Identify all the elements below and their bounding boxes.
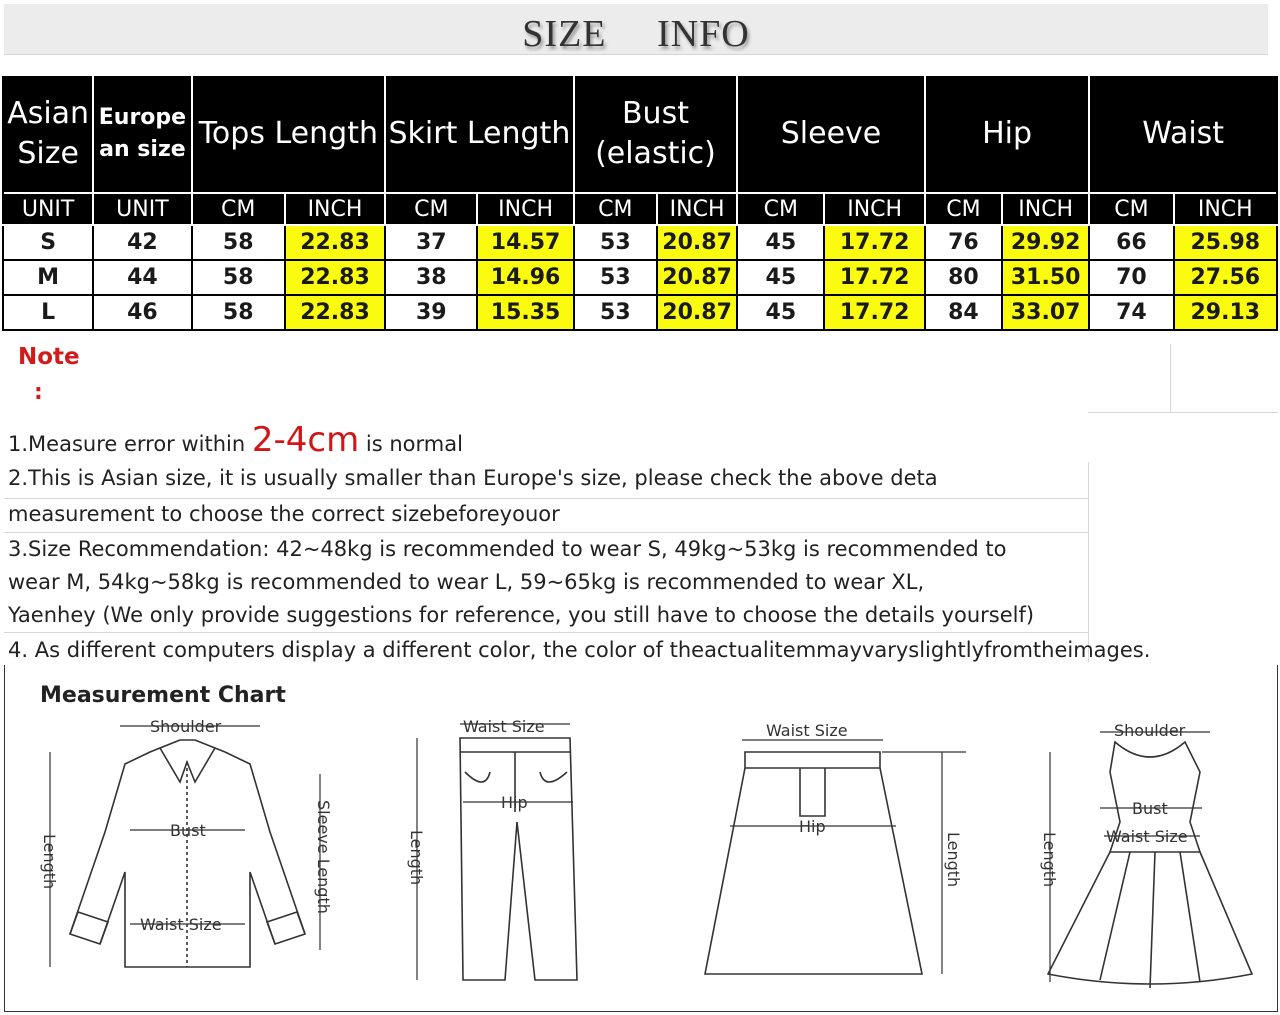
note-line-1: 1.Measure error within 2-4cm is normal bbox=[8, 420, 463, 460]
shirt-bust-label: Bust bbox=[170, 821, 206, 840]
unit-cell: CM bbox=[574, 193, 657, 225]
title-bar bbox=[4, 4, 1268, 55]
table-cell-inch: 20.87 bbox=[657, 260, 737, 295]
note-line-4: 4. As different computers display a different color, the color of theactualitemmayvaryslightlyfromtheimages. bbox=[8, 638, 1151, 662]
unit-cell: CM bbox=[925, 193, 1002, 225]
unit-cell: INCH bbox=[477, 193, 573, 225]
dress-length-label: Length bbox=[1040, 832, 1059, 888]
shirt-sleeve-label: Sleeve Length bbox=[314, 800, 333, 914]
note-line-2b: measurement to choose the correct sizebeforeyouor bbox=[8, 502, 560, 526]
table-cell-inch: 15.35 bbox=[477, 295, 573, 330]
table-cell: 53 bbox=[574, 225, 657, 260]
grid-line bbox=[4, 632, 1088, 633]
table-cell: 45 bbox=[737, 260, 824, 295]
unit-cell: INCH bbox=[824, 193, 924, 225]
header-tops-length: Tops Length bbox=[192, 76, 386, 193]
skirt-diagram bbox=[700, 712, 980, 982]
table-cell: 42 bbox=[93, 225, 191, 260]
table-cell: 58 bbox=[192, 260, 285, 295]
pants-length-label: Length bbox=[407, 830, 426, 886]
table-cell: 76 bbox=[925, 225, 1002, 260]
unit-cell: CM bbox=[192, 193, 285, 225]
grid-line bbox=[4, 498, 1088, 499]
unit-cell: CM bbox=[1089, 193, 1173, 225]
unit-cell: UNIT bbox=[3, 193, 93, 225]
table-cell-inch: 33.07 bbox=[1002, 295, 1089, 330]
pants-hip-label: Hip bbox=[501, 793, 528, 812]
grid-line bbox=[1088, 412, 1278, 413]
table-cell: 44 bbox=[93, 260, 191, 295]
pants-waist-label: Waist Size bbox=[463, 717, 545, 736]
table-cell: 46 bbox=[93, 295, 191, 330]
table-cell-inch: 29.13 bbox=[1174, 295, 1277, 330]
dress-diagram bbox=[1030, 712, 1260, 992]
skirt-hip-label: Hip bbox=[799, 817, 826, 836]
pants-diagram bbox=[395, 712, 595, 987]
note-line-3a: 3.Size Recommendation: 42~48kg is recommended to wear S, 49kg~53kg is recommended to bbox=[8, 537, 1007, 561]
shirt-length-label: Length bbox=[40, 834, 59, 890]
skirt-waist-label: Waist Size bbox=[766, 721, 848, 740]
table-cell: S bbox=[3, 225, 93, 260]
units-row bbox=[3, 193, 1277, 225]
unit-cell: INCH bbox=[657, 193, 737, 225]
table-cell-inch: 22.83 bbox=[285, 295, 385, 330]
header-bust: Bust (elastic) bbox=[574, 76, 738, 193]
grid-line bbox=[4, 532, 1088, 533]
unit-cell: INCH bbox=[1174, 193, 1277, 225]
table-cell: 45 bbox=[737, 225, 824, 260]
table-cell-inch: 14.96 bbox=[477, 260, 573, 295]
table-cell: 84 bbox=[925, 295, 1002, 330]
table-cell: 70 bbox=[1089, 260, 1173, 295]
table-cell-inch: 17.72 bbox=[824, 295, 924, 330]
note-line-2a: 2.This is Asian size, it is usually smaller than Europe's size, please check the above deta bbox=[8, 466, 938, 490]
table-cell-inch: 20.87 bbox=[657, 225, 737, 260]
unit-cell: CM bbox=[737, 193, 824, 225]
table-cell: 58 bbox=[192, 225, 285, 260]
table-cell: 53 bbox=[574, 295, 657, 330]
table-cell-inch: 22.83 bbox=[285, 225, 385, 260]
header-europe-size: Europe an size bbox=[93, 76, 191, 193]
note-line-3c: Yaenhey (We only provide suggestions for reference, you still have to choose the details yourself) bbox=[8, 603, 1035, 627]
size-table bbox=[2, 76, 1278, 331]
header-waist: Waist bbox=[1089, 76, 1277, 193]
table-cell-inch: 25.98 bbox=[1174, 225, 1277, 260]
grid-line bbox=[1088, 462, 1089, 662]
table-cell-inch: 17.72 bbox=[824, 260, 924, 295]
table-cell-inch: 22.83 bbox=[285, 260, 385, 295]
table-cell: 39 bbox=[385, 295, 477, 330]
table-cell: 38 bbox=[385, 260, 477, 295]
table-cell-inch: 14.57 bbox=[477, 225, 573, 260]
table-cell: L bbox=[3, 295, 93, 330]
table-row bbox=[3, 295, 1277, 330]
unit-cell: INCH bbox=[1002, 193, 1089, 225]
note-line-3b: wear M, 54kg~58kg is recommended to wear L, 59~65kg is recommended to wear XL, bbox=[8, 570, 925, 594]
grid-line bbox=[1170, 344, 1171, 412]
table-cell: 66 bbox=[1089, 225, 1173, 260]
dress-shoulder-label: Shoulder bbox=[1114, 721, 1186, 740]
table-cell: 80 bbox=[925, 260, 1002, 295]
table-cell-inch: 31.50 bbox=[1002, 260, 1089, 295]
table-row bbox=[3, 260, 1277, 295]
header-asian-size: Asian Size bbox=[3, 76, 93, 193]
table-cell-inch: 20.87 bbox=[657, 295, 737, 330]
shirt-shoulder-label: Shoulder bbox=[150, 717, 222, 736]
table-cell: 53 bbox=[574, 260, 657, 295]
table-cell: 37 bbox=[385, 225, 477, 260]
table-cell-inch: 27.56 bbox=[1174, 260, 1277, 295]
shirt-waist-label: Waist Size bbox=[140, 915, 222, 934]
note-colon: : bbox=[34, 380, 43, 405]
unit-cell: INCH bbox=[285, 193, 385, 225]
shirt-diagram bbox=[30, 712, 350, 982]
table-cell-inch: 17.72 bbox=[824, 225, 924, 260]
header-skirt-length: Skirt Length bbox=[385, 76, 574, 193]
header-sleeve: Sleeve bbox=[737, 76, 925, 193]
header-row bbox=[3, 76, 1277, 193]
table-cell: M bbox=[3, 260, 93, 295]
measurement-chart-title: Measurement Chart bbox=[40, 683, 286, 708]
note-title: Note bbox=[18, 344, 80, 370]
page-title: SIZE INFO bbox=[522, 13, 750, 55]
table-cell-inch: 29.92 bbox=[1002, 225, 1089, 260]
unit-cell: CM bbox=[385, 193, 477, 225]
table-row bbox=[3, 225, 1277, 260]
table-cell: 74 bbox=[1089, 295, 1173, 330]
table-cell: 45 bbox=[737, 295, 824, 330]
dress-waist-label: Waist Size bbox=[1106, 827, 1188, 846]
dress-bust-label: Bust bbox=[1132, 799, 1168, 818]
unit-cell: UNIT bbox=[93, 193, 191, 225]
skirt-length-label: Length bbox=[944, 832, 963, 888]
header-hip: Hip bbox=[925, 76, 1090, 193]
table-cell: 58 bbox=[192, 295, 285, 330]
